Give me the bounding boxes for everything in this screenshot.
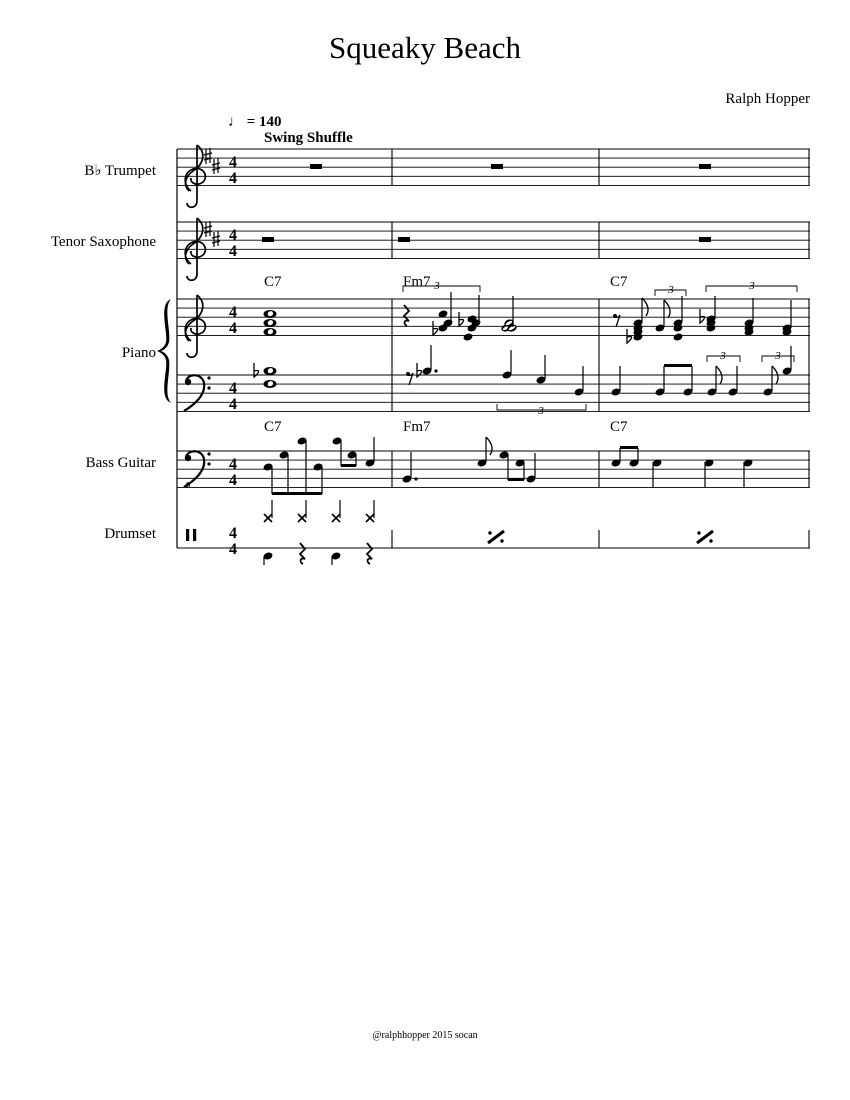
note: [264, 367, 277, 375]
barlines: [392, 149, 809, 548]
cymbal-note: [264, 514, 272, 522]
instrument-label-tenor-sax: Tenor Saxophone: [50, 234, 156, 250]
style-marking: Swing Shuffle: [264, 130, 353, 146]
whole-rest: [398, 237, 410, 242]
tuplet-label: 3: [720, 350, 726, 362]
chord-symbol: C7: [610, 419, 628, 435]
instrument-label-drumset: Drumset: [104, 526, 156, 542]
cymbal-note: [366, 514, 374, 522]
tuplet-label: 3: [775, 350, 781, 362]
piano-lh-notes: [254, 345, 794, 417]
quarter-rest: [300, 543, 305, 564]
note: [463, 332, 474, 341]
time-sig-denominator: 4: [229, 541, 237, 558]
time-sig-denominator: 4: [229, 472, 237, 489]
time-sig-denominator: 4: [229, 243, 237, 260]
flat-icon: [627, 329, 632, 343]
whole-rests: [262, 164, 711, 242]
quarter-note-icon: ♩: [228, 114, 243, 130]
score-title: Squeaky Beach: [329, 30, 521, 65]
time-sig-denominator: 4: [229, 396, 237, 413]
flat-icon: [433, 321, 438, 335]
time-sig-numerator: 4: [229, 380, 237, 397]
composer-name: Ralph Hopper: [725, 91, 810, 107]
sharp-icon: [204, 148, 212, 164]
note: [264, 328, 277, 336]
chord-symbol: Fm7: [403, 419, 431, 435]
chord-symbol: C7: [610, 274, 628, 290]
note: [264, 380, 277, 388]
cymbal-note: [298, 514, 306, 522]
tempo-value: = 140: [243, 114, 282, 130]
chord-symbol: C7: [264, 274, 282, 290]
eighth-rest: [406, 372, 413, 385]
whole-rest: [491, 164, 503, 169]
time-sig-denominator: 4: [229, 320, 237, 337]
note: [264, 310, 277, 318]
whole-rest: [699, 237, 711, 242]
tuplet-label: 3: [668, 284, 674, 296]
drumset-notes: [263, 500, 713, 565]
tuplet-label: 3: [434, 280, 440, 292]
instrument-label-piano: Piano: [121, 345, 156, 361]
piano-rh-notes: [264, 280, 798, 343]
whole-rest: [310, 164, 322, 169]
time-sig-numerator: 4: [229, 525, 237, 542]
bass-clef-marking: s: [186, 478, 191, 490]
time-sig-numerator: 4: [229, 154, 237, 171]
copyright-footer: @ralphhopper 2015 socan: [372, 1030, 478, 1041]
sharp-icon: [212, 158, 220, 174]
time-sig-denominator: 4: [229, 170, 237, 187]
time-sig-numerator: 4: [229, 304, 237, 321]
sharp-icon: [204, 221, 212, 237]
piano-brace: [157, 299, 171, 403]
chord-symbol: Fm7: [403, 274, 431, 290]
note: [264, 319, 277, 327]
percussion-clef-icon: [186, 529, 189, 541]
cymbal-note: [332, 514, 340, 522]
instrument-label-bass-guitar: Bass Guitar: [85, 455, 156, 471]
tuplet-label: 3: [749, 280, 755, 292]
whole-rest: [262, 237, 274, 242]
note: [673, 332, 684, 341]
percussion-clef-icon: [193, 529, 196, 541]
chord-symbol: C7: [264, 419, 282, 435]
whole-rest: [699, 164, 711, 169]
measure-repeat-icon: [697, 531, 713, 543]
instrument-label-trumpet: B♭ Trumpet: [84, 163, 156, 179]
flat-icon: [700, 309, 705, 323]
eighth-rest: [613, 314, 620, 327]
tuplet-label: 3: [538, 405, 544, 417]
time-sig-numerator: 4: [229, 227, 237, 244]
time-sig-numerator: 4: [229, 456, 237, 473]
flat-icon: [459, 312, 464, 326]
sharp-icon: [212, 231, 220, 247]
quarter-rest: [367, 543, 372, 564]
measure-repeat-icon: [488, 531, 504, 543]
bass-guitar-notes: [263, 436, 754, 495]
